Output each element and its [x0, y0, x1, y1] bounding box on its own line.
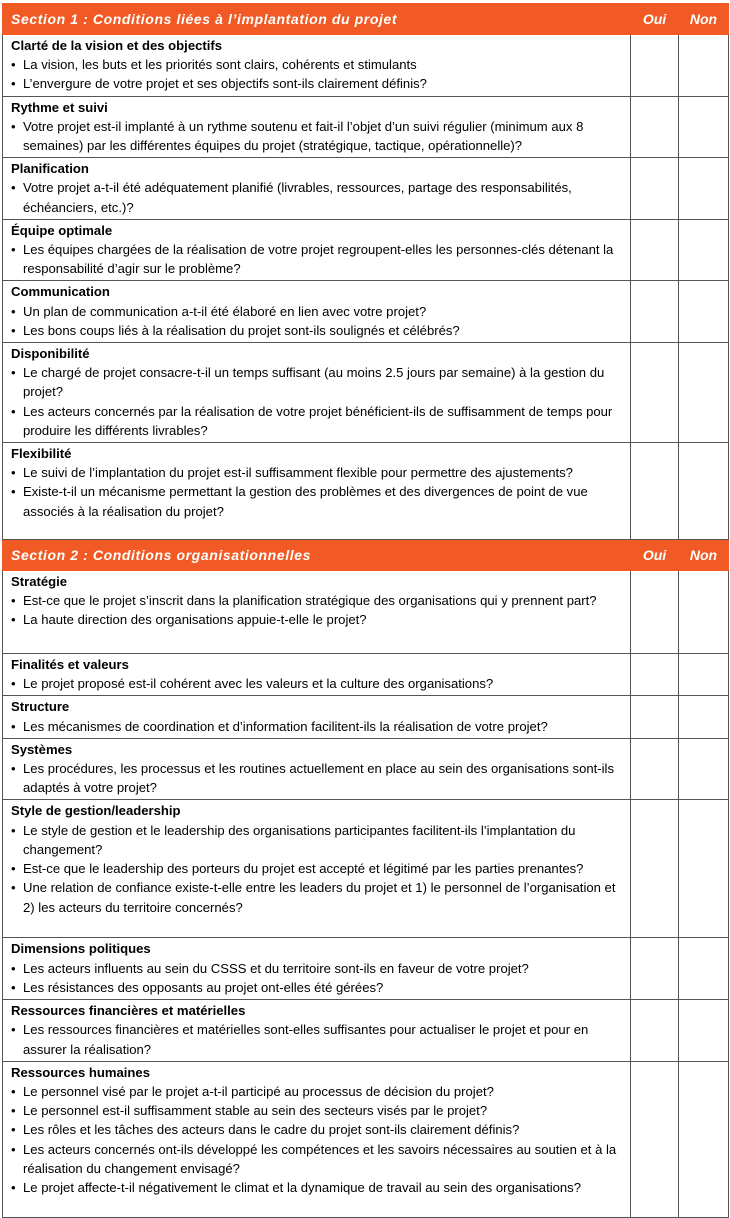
criteria-cell	[3, 1061, 631, 1217]
question-item: • Une relation de confiance existe-t-elle entre les leaders du projet et 1) le personnel de l’organisation et 2) les acteurs du territoire concernés?	[11, 878, 626, 916]
answer-yes-cell[interactable]	[631, 800, 679, 938]
criteria-cell	[3, 654, 631, 696]
question-item: • Les procédures, les processus et les routines actuellement en place au sein des organisations sont-ils adaptés à votre projet?	[11, 759, 626, 797]
question-list	[11, 240, 626, 278]
question-item: • Les rôles et les tâches des acteurs dans le cadre du projet sont-ils clairement définis?	[11, 1120, 626, 1139]
answer-no-cell[interactable]	[679, 96, 729, 158]
answer-no-cell[interactable]	[679, 800, 729, 938]
answer-yes-cell[interactable]	[631, 281, 679, 343]
criteria-category: Style de gestion/leadership	[11, 803, 181, 819]
criteria-cell	[3, 96, 631, 158]
criteria-cell	[3, 696, 631, 738]
criteria-cell	[3, 343, 631, 443]
checklist-row	[3, 571, 729, 654]
criteria-cell	[3, 281, 631, 343]
answer-no-cell[interactable]	[679, 281, 729, 343]
answer-yes-cell[interactable]	[631, 738, 679, 800]
checklist-row	[3, 35, 729, 97]
question-item: • Le style de gestion et le leadership des organisations participantes facilitent-ils l’implantation du changement?	[11, 821, 626, 859]
question-item: • Votre projet a-t-il été adéquatement planifié (livrables, ressources, partage des responsabilités, échéanciers, etc.)?	[11, 178, 626, 216]
answer-no-cell[interactable]	[679, 696, 729, 738]
question-item: • Le projet proposé est-il cohérent avec les valeurs et la culture des organisations?	[11, 674, 626, 693]
answer-no-cell[interactable]	[679, 443, 729, 540]
criteria-category: Ressources humaines	[11, 1064, 150, 1080]
checklist-body	[3, 4, 729, 1218]
question-list	[11, 363, 626, 440]
criteria-category: Rythme et suivi	[11, 99, 108, 115]
answer-yes-cell[interactable]	[631, 1000, 679, 1062]
question-item: • Le personnel est-il suffisamment stable au sein des secteurs visés par le projet?	[11, 1101, 626, 1120]
question-item: • Les équipes chargées de la réalisation de votre projet regroupent-elles les personnes-clés détenant la responsabilité d’agir sur le problème?	[11, 240, 626, 278]
question-list	[11, 1082, 626, 1197]
answer-no-cell[interactable]	[679, 343, 729, 443]
answer-no-cell[interactable]	[679, 1000, 729, 1062]
checklist-row	[3, 800, 729, 938]
checklist-table	[2, 3, 729, 1218]
checklist-row	[3, 738, 729, 800]
question-item: • Les acteurs influents au sein du CSSS et du territoire sont-ils en faveur de votre projet?	[11, 959, 626, 978]
column-header-no: Non	[679, 540, 729, 571]
question-item: • Les acteurs concernés par la réalisation de votre projet bénéficient-ils de suffisamment de temps pour produire les différents livrables?	[11, 402, 626, 440]
column-header-yes: Oui	[631, 4, 679, 35]
question-item: • Le projet affecte-t-il négativement le climat et la dynamique de travail au sein des organisations?	[11, 1178, 626, 1197]
answer-yes-cell[interactable]	[631, 343, 679, 443]
checklist-row	[3, 281, 729, 343]
criteria-cell	[3, 571, 631, 654]
criteria-category: Structure	[11, 699, 70, 715]
criteria-cell	[3, 1000, 631, 1062]
question-list	[11, 55, 626, 93]
answer-yes-cell[interactable]	[631, 443, 679, 540]
answer-no-cell[interactable]	[679, 35, 729, 97]
answer-yes-cell[interactable]	[631, 219, 679, 281]
answer-yes-cell[interactable]	[631, 96, 679, 158]
checklist-row	[3, 696, 729, 738]
question-item: • Les ressources financières et matérielles sont-elles suffisantes pour actualiser le projet et pour en assurer la réalisation?	[11, 1020, 626, 1058]
answer-no-cell[interactable]	[679, 571, 729, 654]
answer-yes-cell[interactable]	[631, 938, 679, 1000]
question-list	[11, 959, 626, 997]
question-item: • La vision, les buts et les priorités sont clairs, cohérents et stimulants	[11, 55, 626, 74]
question-item: • Est-ce que le leadership des porteurs du projet est accepté et légitimé par les parties prenantes?	[11, 859, 626, 878]
criteria-cell	[3, 938, 631, 1000]
checklist-row	[3, 158, 729, 220]
question-list	[11, 759, 626, 797]
criteria-category: Systèmes	[11, 741, 73, 757]
question-list	[11, 463, 626, 521]
question-item: • Le suivi de l’implantation du projet est-il suffisamment flexible pour permettre des ajustements?	[11, 463, 626, 482]
criteria-category: Clarté de la vision et des objectifs	[11, 38, 223, 53]
column-header-yes: Oui	[631, 540, 679, 571]
checklist-row	[3, 1000, 729, 1062]
criteria-category: Disponibilité	[11, 346, 90, 362]
checklist-row	[3, 96, 729, 158]
criteria-category: Planification	[11, 161, 89, 177]
question-item: • Les acteurs concernés ont-ils développé les compétences et les savoirs nécessaires au soutien et à la réalisation du changement envisagé?	[11, 1140, 626, 1178]
section-header	[3, 4, 729, 35]
criteria-cell	[3, 443, 631, 540]
question-item: • Les bons coups liés à la réalisation du projet sont-ils soulignés et célébrés?	[11, 321, 626, 340]
question-item: • Les résistances des opposants au projet ont-elles été gérées?	[11, 978, 626, 997]
criteria-cell	[3, 158, 631, 220]
question-item: • Le personnel visé par le projet a-t-il participé au processus de décision du projet?	[11, 1082, 626, 1101]
criteria-category: Flexibilité	[11, 446, 72, 462]
criteria-category: Communication	[11, 284, 110, 300]
criteria-cell	[3, 35, 631, 97]
section-header	[3, 540, 729, 571]
question-item: • La haute direction des organisations appuie-t-elle le projet?	[11, 610, 626, 629]
criteria-cell	[3, 738, 631, 800]
answer-yes-cell[interactable]	[631, 654, 679, 696]
answer-no-cell[interactable]	[679, 219, 729, 281]
section-title: Section 2 : Conditions organisationnelles	[3, 540, 631, 571]
question-item: • Existe-t-il un mécanisme permettant la gestion des problèmes et des divergences de point de vue associés à la réalisation du projet?	[11, 482, 626, 520]
question-list	[11, 117, 626, 155]
answer-yes-cell[interactable]	[631, 35, 679, 97]
criteria-cell	[3, 800, 631, 938]
criteria-category: Équipe optimale	[11, 222, 113, 238]
question-list	[11, 821, 626, 917]
question-item: • Est-ce que le projet s’inscrit dans la planification stratégique des organisations qui y prennent part?	[11, 591, 626, 610]
answer-yes-cell[interactable]	[631, 696, 679, 738]
answer-yes-cell[interactable]	[631, 1061, 679, 1217]
question-item: • Votre projet est-il implanté à un rythme soutenu et fait-il l’objet d’un suivi régulier (minimum aux 8 semaines) par les différentes équipes du projet (stratégique, tactique, opérationnelle)?	[11, 117, 626, 155]
answer-no-cell[interactable]	[679, 738, 729, 800]
answer-no-cell[interactable]	[679, 1061, 729, 1217]
question-list	[11, 1020, 626, 1058]
criteria-cell	[3, 219, 631, 281]
checklist-row	[3, 443, 729, 540]
question-item: • L’envergure de votre projet et ses objectifs sont-ils clairement définis?	[11, 74, 626, 93]
question-list	[11, 717, 626, 736]
criteria-category: Dimensions politiques	[11, 941, 151, 957]
criteria-category: Finalités et valeurs	[11, 657, 129, 673]
question-list	[11, 178, 626, 216]
checklist-row	[3, 219, 729, 281]
criteria-category: Ressources financières et matérielles	[11, 1003, 246, 1019]
question-item: • Les mécanismes de coordination et d’information facilitent-ils la réalisation de votre projet?	[11, 717, 626, 736]
question-item: • Le chargé de projet consacre-t-il un temps suffisant (au moins 2.5 jours par semaine) à la gestion du projet?	[11, 363, 626, 401]
column-header-no: Non	[679, 4, 729, 35]
question-list	[11, 591, 626, 629]
checklist-row	[3, 654, 729, 696]
checklist-row	[3, 938, 729, 1000]
question-list	[11, 674, 626, 693]
answer-no-cell[interactable]	[679, 654, 729, 696]
question-item: • Un plan de communication a-t-il été élaboré en lien avec votre projet?	[11, 302, 626, 321]
answer-no-cell[interactable]	[679, 158, 729, 220]
checklist-row	[3, 343, 729, 443]
answer-no-cell[interactable]	[679, 938, 729, 1000]
criteria-category: Stratégie	[11, 574, 68, 590]
answer-yes-cell[interactable]	[631, 571, 679, 654]
answer-yes-cell[interactable]	[631, 158, 679, 220]
question-list	[11, 302, 626, 340]
section-title: Section 1 : Conditions liées à l’implantation du projet	[3, 4, 631, 35]
checklist-row	[3, 1061, 729, 1217]
